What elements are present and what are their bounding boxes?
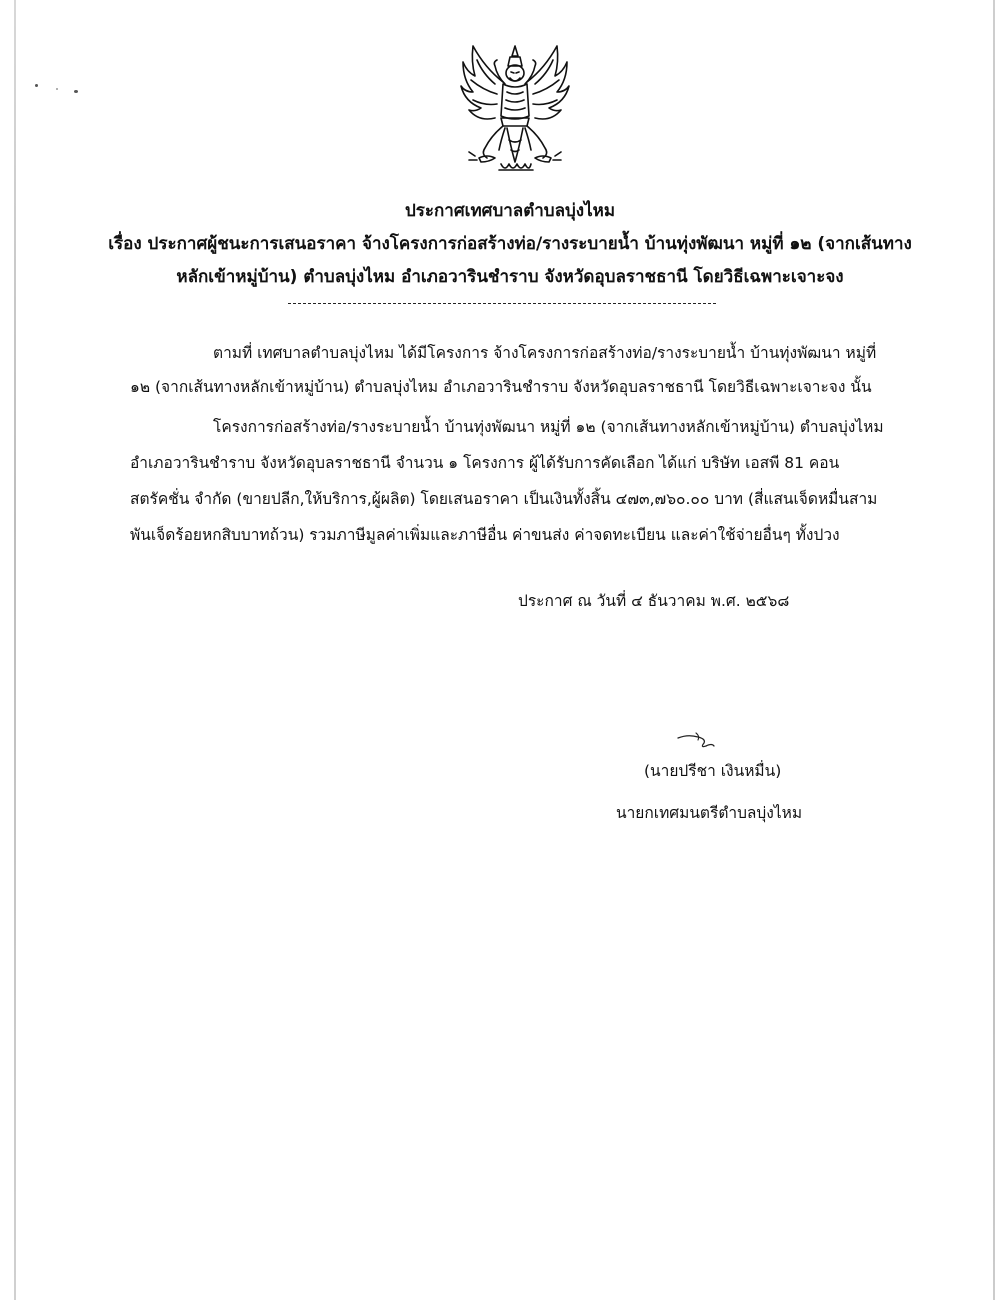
separator-line: [288, 303, 716, 304]
garuda-emblem-icon: [455, 40, 575, 190]
paragraph-2-line-3: สตรัคชั่น จำกัด (ขายปลีก,ให้บริการ,ผู้ผลิต) โดยเสนอราคา เป็นเงินทั้งสิ้น ๔๗๓,๗๖๐.๐๐ บาท (สี่แสนเจ็ดหมื่นสาม: [130, 490, 878, 508]
handwritten-signature: [676, 728, 718, 752]
paragraph-2-line-2: อำเภอวารินชำราบ จังหวัดอุบลราชธานี จำนวน ๑ โครงการ ผู้ได้รับการคัดเลือก ได้แก่ บริษัท เอสพี 81 คอน: [130, 454, 840, 472]
announcement-date: ประกาศ ณ วันที่ ๔ ธันวาคม พ.ศ. ๒๕๖๘: [518, 592, 790, 610]
signer-title: นายกเทศมนตรีตำบลบุ่งไหม: [616, 804, 803, 822]
scan-edge-left: [14, 0, 16, 1300]
paragraph-2-line-4: พันเจ็ดร้อยหกสิบบาทถ้วน) รวมภาษีมูลค่าเพิ่มและภาษีอื่น ค่าขนส่ง ค่าจดทะเบียน และค่าใช้จ่ายอื่นๆ ทั้งปวง: [130, 526, 840, 544]
scan-edge-right: [993, 0, 995, 1300]
scan-speck: [56, 88, 58, 90]
announcement-heading: [90, 195, 930, 294]
subject-line-2: หลักเข้าหมู่บ้าน) ตำบลบุ่งไหม อำเภอวารินชำราบ จังหวัดอุบลราชธานี โดยวิธีเฉพาะเจาะจง: [176, 267, 844, 287]
scan-speck: [35, 84, 38, 87]
paragraph-1-line-1: ตามที่ เทศบาลตำบลบุ่งไหม ได้มีโครงการ จ้างโครงการก่อสร้างท่อ/รางระบายน้ำ บ้านทุ่งพัฒนา หมู่ที่: [213, 344, 877, 362]
announcement-title: ประกาศเทศบาลตำบลบุ่งไหม: [404, 201, 616, 221]
paragraph-2-line-1: โครงการก่อสร้างท่อ/รางระบายน้ำ บ้านทุ่งพัฒนา หมู่ที่ ๑๒ (จากเส้นทางหลักเข้าหมู่บ้าน) ตำบลบุ่งไหม: [213, 418, 884, 436]
scan-speck: [74, 90, 78, 93]
subject-line-1: เรื่อง ประกาศผู้ชนะการเสนอราคา จ้างโครงการก่อสร้างท่อ/รางระบายน้ำ บ้านทุ่งพัฒนา หมู่ที่ ๑๒ (จากเส้นทาง: [108, 234, 912, 254]
signer-name: (นายปรีชา เงินหมื่น): [644, 762, 782, 780]
paragraph-1-line-2: ๑๒ (จากเส้นทางหลักเข้าหมู่บ้าน) ตำบลบุ่งไหม อำเภอวารินชำราบ จังหวัดอุบลราชธานี โดยวิธีเฉพาะเจาะจง นั้น: [130, 378, 872, 396]
